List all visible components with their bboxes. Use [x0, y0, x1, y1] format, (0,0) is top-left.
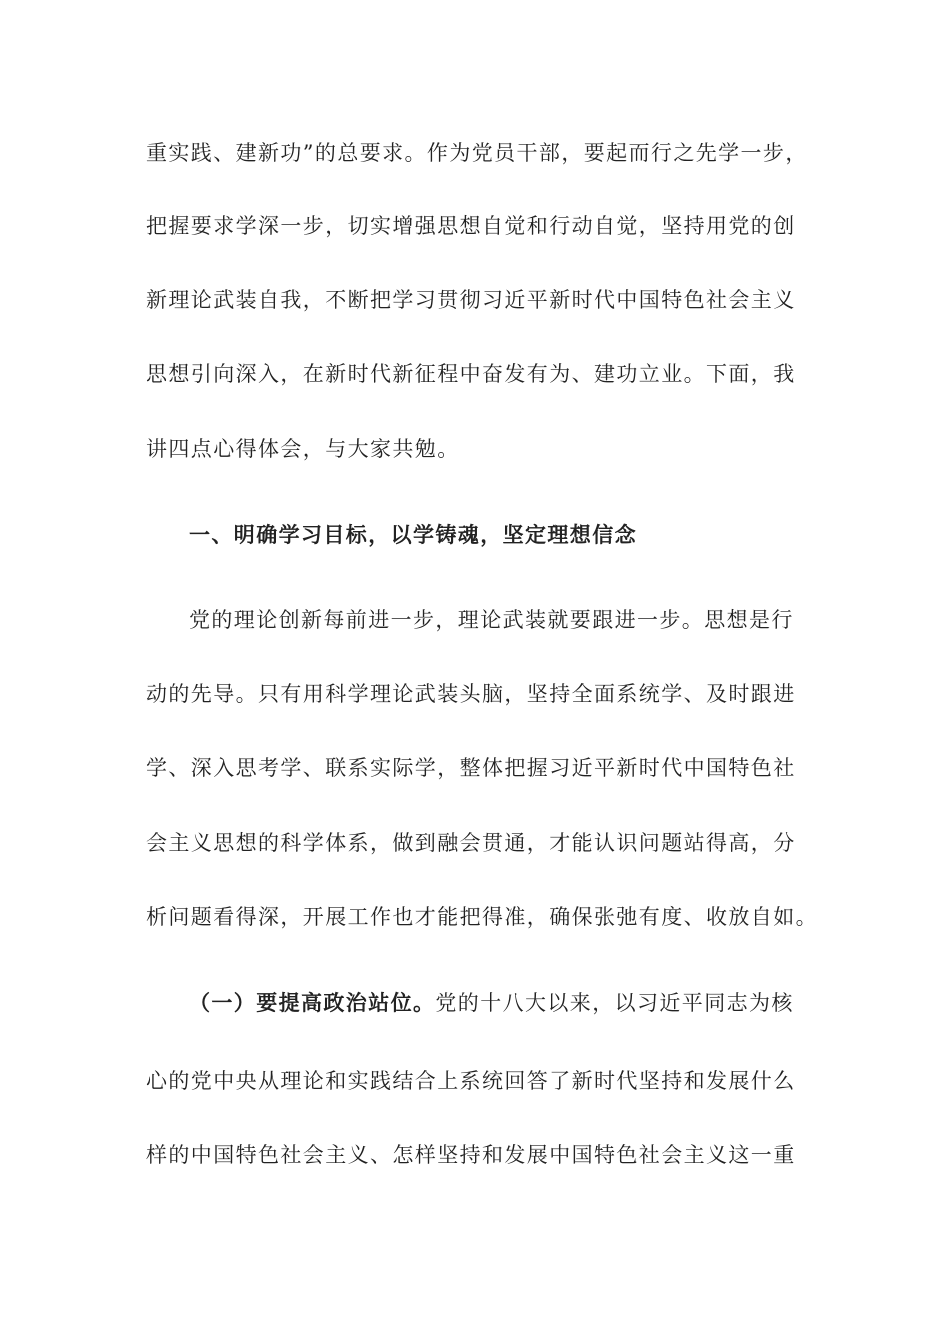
section-heading: 一、明确学习目标，以学铸魂，坚定理想信念	[189, 522, 637, 547]
subsection-heading: （一）要提高政治站位。	[189, 990, 436, 1015]
body-text-line: 动的先导。只有用科学理论武装头脑，坚持全面系统学、及时跟进	[146, 682, 796, 706]
body-text-line: 心的党中央从理论和实践结合上系统回答了新时代坚持和发展什么	[146, 1069, 796, 1093]
body-text-line: 重实践、建新功”的总要求。作为党员干部，要起而行之先学一步，	[146, 141, 808, 165]
body-text-line: 思想引向深入，在新时代新征程中奋发有为、建功立业。下面，我	[146, 362, 796, 386]
body-text-line: 析问题看得深，开展工作也才能把得准，确保张弛有度、收放自如。	[146, 905, 818, 929]
body-text-line: 会主义思想的科学体系，做到融会贯通，才能认识问题站得高，分	[146, 831, 796, 855]
subsection-paragraph-lead	[189, 988, 849, 1018]
subsection-lead-text: 党的十八大以来，以习近平同志为核	[435, 991, 794, 1015]
body-text-line: 党的理论创新每前进一步，理论武装就要跟进一步。思想是行	[189, 608, 794, 632]
body-text-line: 讲四点心得体会，与大家共勉。	[146, 437, 460, 461]
body-text-line: 新理论武装自我，不断把学习贯彻习近平新时代中国特色社会主义	[146, 288, 796, 312]
body-text-line: 把握要求学深一步，切实增强思想自觉和行动自觉，坚持用党的创	[146, 214, 796, 238]
body-text-line: 样的中国特色社会主义、怎样坚持和发展中国特色社会主义这一重	[146, 1143, 796, 1167]
body-text-line: 学、深入思考学、联系实际学，整体把握习近平新时代中国特色社	[146, 756, 796, 780]
